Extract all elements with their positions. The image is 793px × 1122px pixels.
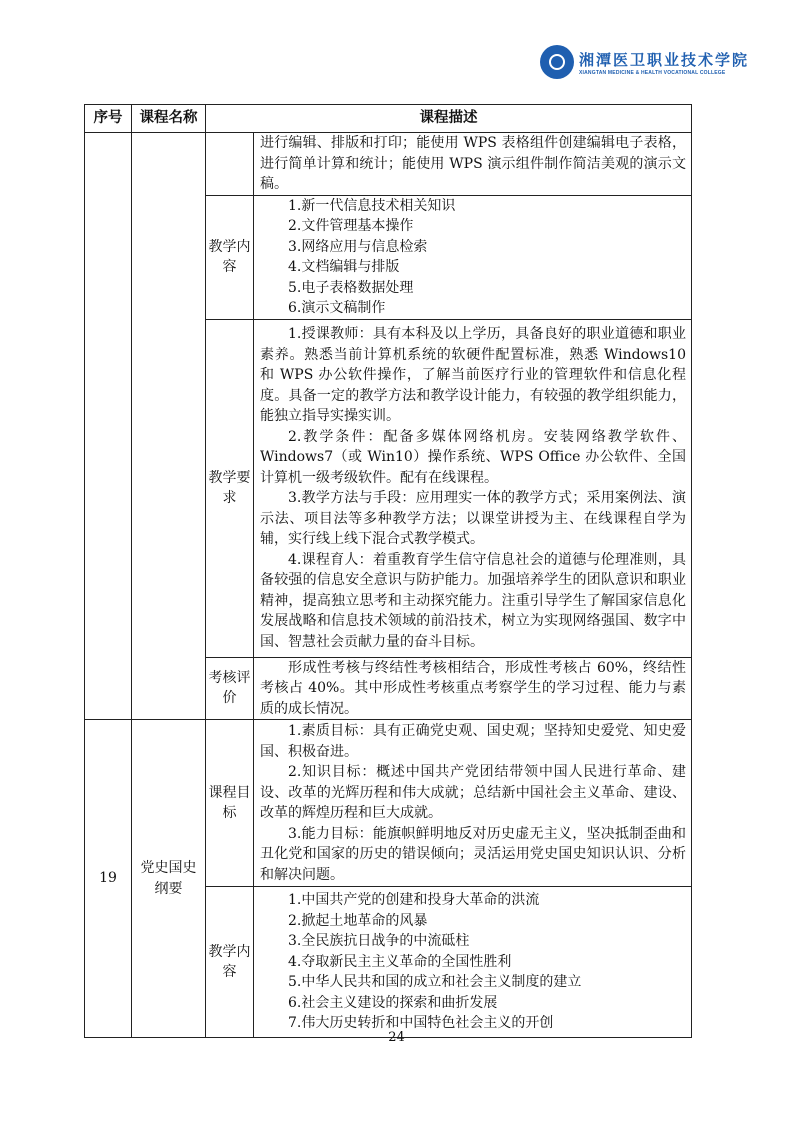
paragraph: 2.教学条件：配备多媒体网络机房。安装网络教学软件、Windows7（或 Win10）操作系统、WPS Office 办公软件、全国计算机一级考级软件。配有在线课程。 bbox=[260, 428, 686, 486]
paragraph: 形成性考核与终结性考核相结合，形成性考核占 60%，终结性考核占 40%。其中形成性考核重点考察学生的学习过程、能力与素质的成长情况。 bbox=[260, 659, 686, 717]
list-item: 4.文档编辑与排版 bbox=[288, 259, 400, 275]
page-number: 24 bbox=[388, 1030, 405, 1045]
list-item: 4.夺取新民主主义革命的全国性胜利 bbox=[288, 953, 512, 970]
row-label: 课程目标 bbox=[206, 720, 254, 887]
content-list bbox=[260, 890, 686, 1034]
list-item: 2.文件管理基本操作 bbox=[288, 218, 414, 234]
list-item: 6.演示文稿制作 bbox=[288, 300, 386, 316]
table-row bbox=[85, 720, 692, 887]
prev-no-cell bbox=[85, 133, 132, 720]
paragraph: 3.教学方法与手段：应用理实一体的教学方式；采用案例法、演示法、项目法等多种教学方法；以课堂讲授为主、在线课程自学为辅，实行线上线下混合式教学模式。 bbox=[260, 490, 686, 547]
college-seal-icon bbox=[540, 45, 574, 79]
row-label: 教学要求 bbox=[206, 319, 254, 657]
paragraph: 1.授课教师：具有本科及以上学历，具备良好的职业道德和职业素养。熟悉当前计算机系统的软硬件配置标准，熟悉 Windows10 和 WPS 办公软件操作，了解当前医疗行业的管理软件和信息化程度。具备一定的教学方法和教学设计能力，有较强的教学组织能力，能独立指导实操实训。 bbox=[260, 326, 686, 424]
logo-cn: 湘潭医卫职业技术学院 bbox=[579, 50, 750, 69]
continuation-text: 进行编辑、排版和打印；能使用 WPS 表格组件创建编辑电子表格，进行简单计算和统计；能使用 WPS 演示组件制作简洁美观的演示文稿。 bbox=[260, 135, 686, 192]
col-desc: 课程描述 bbox=[206, 105, 692, 133]
list-item: 5.电子表格数据处理 bbox=[288, 279, 414, 296]
row-label: 教学内容 bbox=[206, 195, 254, 319]
list-item: 1.中国共产党的创建和投身大革命的洪流 bbox=[288, 892, 540, 909]
list-item: 3.全民族抗日战争的中流砥柱 bbox=[288, 933, 470, 950]
list-item: 7.伟大历史转折和中国特色社会主义的开创 bbox=[288, 1015, 554, 1032]
paragraph: 4.课程育人：着重教育学生信守信息社会的道德与伦理准则，具备较强的信息安全意识与防护能力。加强培养学生的团队意识和职业精神，提高独立思考和主动探究能力。注重引导学生了解国家信息化发展战略和信息技术领域的前沿技术，树立为实现网络强国、数字中国、智慧社会贡献力量的奋斗目标。 bbox=[260, 551, 686, 650]
prev-cont-label bbox=[206, 133, 254, 196]
prev-name-cell bbox=[132, 133, 206, 720]
list-item: 5.中华人民共和国的成立和社会主义制度的建立 bbox=[288, 974, 582, 991]
table-row bbox=[85, 133, 692, 196]
list-item: 6.社会主义建设的探索和曲折发展 bbox=[288, 994, 498, 1011]
logo-en: XIANGTAN MEDICINE & HEALTH VOCATIONAL COLLEGE bbox=[579, 69, 726, 76]
row-label: 考核评价 bbox=[206, 657, 254, 720]
col-name: 课程名称 bbox=[132, 105, 206, 133]
content-list bbox=[260, 196, 686, 319]
course-no: 19 bbox=[85, 720, 132, 1038]
table-header bbox=[85, 105, 692, 133]
paragraph: 1.素质目标：具有正确党史观、国史观；坚持知史爱党、知史爱国、积极奋进。 bbox=[260, 723, 686, 760]
course-name: 党史国史纲要 bbox=[132, 720, 206, 1038]
paragraph: 2.知识目标：概述中国共产党团结带领中国人民进行革命、建设、改革的光辉历程和伟大成就；总结新中国社会主义革命、建设、改革的辉煌历程和巨大成就。 bbox=[260, 764, 686, 821]
paragraph: 3.能力目标：能旗帜鲜明地反对历史虚无主义，坚决抵制歪曲和丑化党和国家的历史的错误倾向；灵活运用党史国史知识认识、分析和解决问题。 bbox=[260, 825, 686, 883]
list-item: 2.掀起土地革命的风暴 bbox=[288, 912, 428, 929]
college-logo bbox=[540, 45, 749, 79]
row-label: 教学内容 bbox=[206, 887, 254, 1038]
course-table bbox=[84, 104, 692, 1038]
list-item: 3.网络应用与信息检索 bbox=[288, 238, 428, 255]
list-item: 1.新一代信息技术相关知识 bbox=[288, 197, 456, 214]
col-no: 序号 bbox=[85, 105, 132, 133]
